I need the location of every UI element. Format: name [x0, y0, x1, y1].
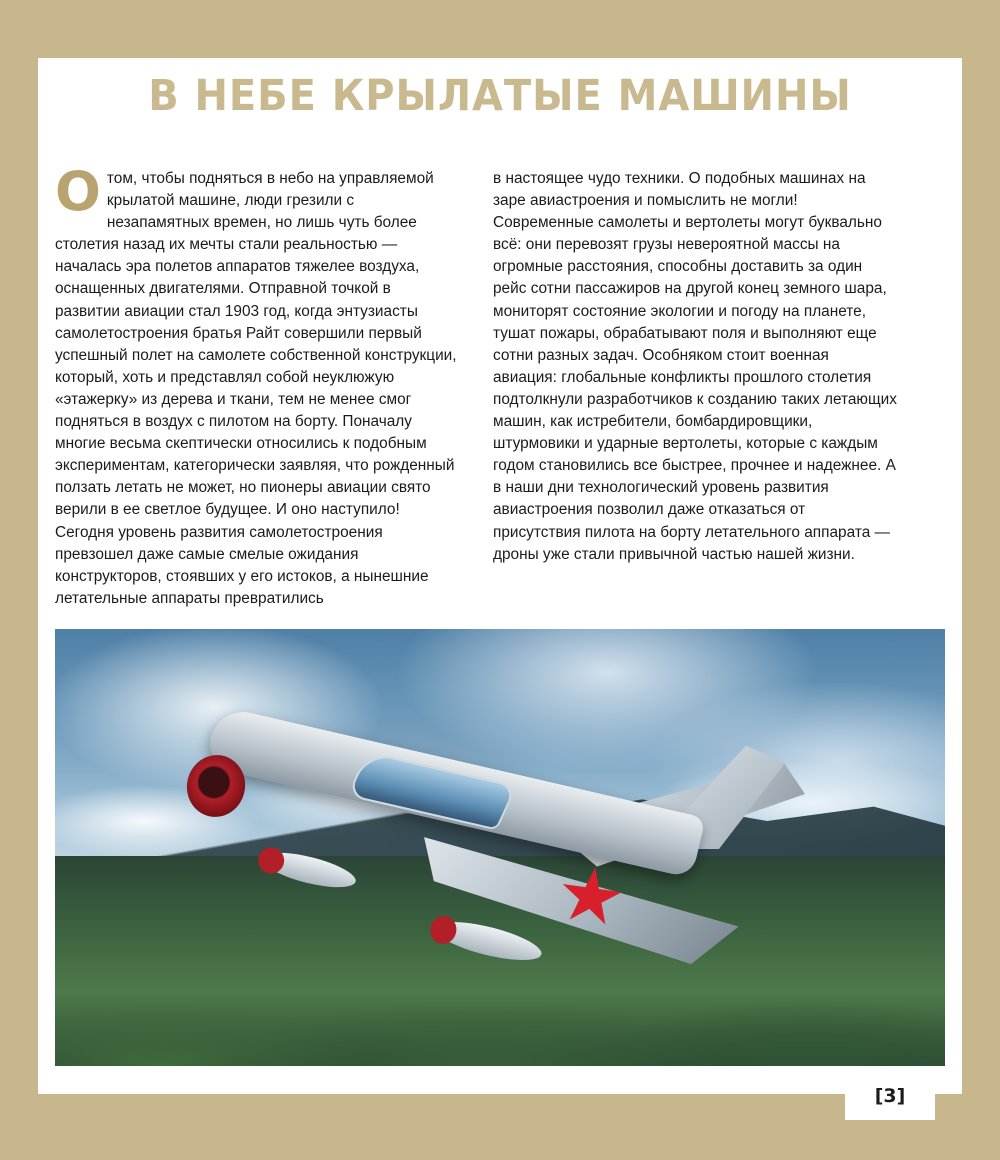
- drop-cap: О: [55, 160, 101, 223]
- aircraft-fuel-tank-right: [431, 914, 545, 968]
- aircraft-fuel-tank-left: [259, 846, 358, 894]
- paragraph-left: том, чтобы подняться в небо на управляемой крылатой машине, люди грезили с незапамятных времен, но лишь чуть более столетия назад их мечты стали реальностью — началась эра полетов аппаратов тяжелее воздуха, оснащенных двигателями. Отправной точкой в развитии авиации стал 1903 год, когда энтузиасты самолетостроения братья Райт совершили первый успешный полет на самолете собственной конструкции, который, хоть и представлял собой неуклюжую «этажерку» из дерева и ткани, тем не менее смог подняться в воздух с пилотом на борту. Поначалу многие весьма скептически относились к подобным экспериментам, категорически заявляя, что рожденный ползать летать не может, но пионеры авиации свято верили в ее светлое будущее. И оно наступило! Сегодня уровень развития самолетостроения превзошел даже самые смелые ожидания конструкторов, стоявших у его истоков, а нынешние летательные аппараты превратились: [55, 170, 457, 607]
- jet-fighter-photo: [55, 629, 945, 1066]
- aircraft-illustration: [165, 721, 865, 1021]
- article-body: [55, 160, 945, 607]
- text-column-left: [55, 160, 459, 610]
- page-title: В НЕБЕ КРЫЛАТЫЕ МАШИНЫ: [148, 71, 852, 121]
- page-number: [3]: [874, 1085, 906, 1107]
- paragraph-right: в настоящее чудо техники. О подобных машинах на заре авиастроения и помыслить не могли! Современные самолеты и вертолеты могут буквально всё: они перевозят грузы невероятной массы на огромные расстояния, способны доставить за один рейс сотни пассажиров на другой конец земного шара, мониторят состояние экологии и погоду на планете, тушат пожары, обрабатывают поля и выполняют еще сотни разных задач. Особняком стоит военная авиация: глобальные конфликты прошлого столетия подтолкнули разработчиков к созданию таких летающих машин, как истребители, бомбардировщики, штурмовики и ударные вертолеты, которые с каждым годом становились все быстрее, прочнее и надежнее. А в наши дни технологический уровень развития авиастроения позволил даже отказаться от присутствия пилота на борту летательного аппарата — дроны уже стали привычной частью нашей жизни.: [493, 170, 897, 563]
- page-number-box: [845, 1072, 935, 1120]
- text-column-right: [493, 168, 897, 566]
